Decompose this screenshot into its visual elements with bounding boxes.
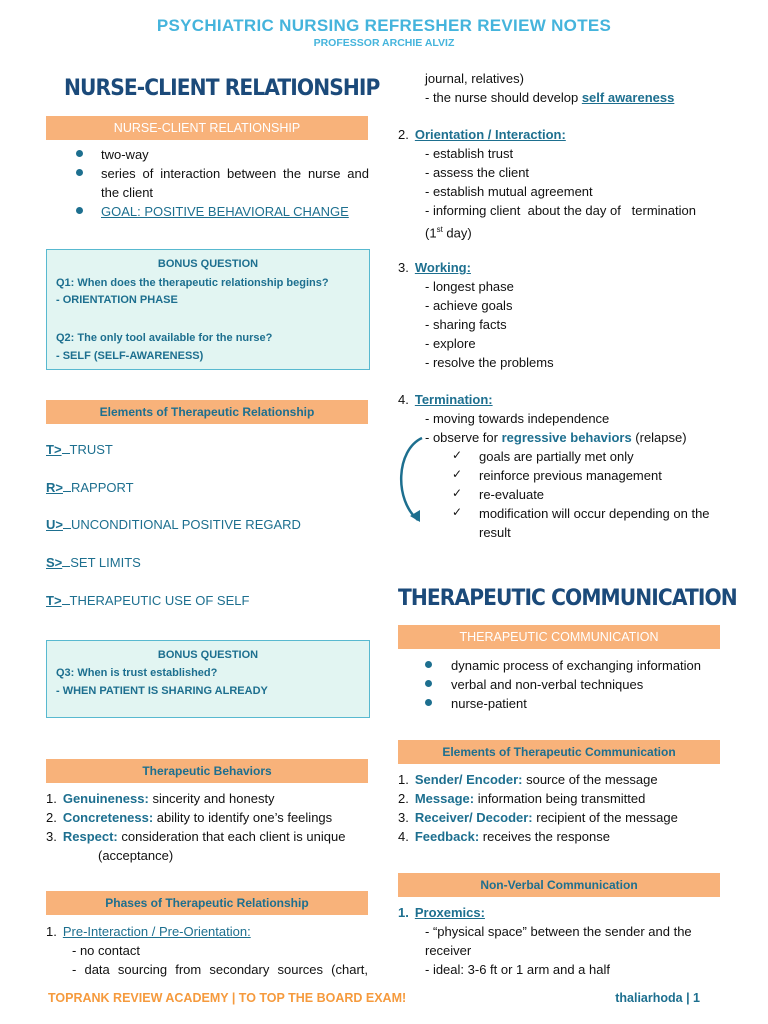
comm-element-receiver: 3. Receiver/ Decoder: recipient of the message — [398, 810, 678, 825]
bullet-series-cont: the client — [101, 185, 154, 200]
bar-nurse-client-relationship: NURSE-CLIENT RELATIONSHIP — [46, 116, 368, 140]
bullet-series: series of interaction between the nurse and — [101, 166, 369, 181]
phase-2-item: - establish mutual agreement — [425, 184, 593, 199]
phase-1-title: 1. Pre-Interaction / Pre-Orientation: — [46, 924, 251, 939]
bar-non-verbal: Non-Verbal Communication — [398, 873, 720, 897]
section-title-nurse-client: NURSE-CLIENT RELATIONSHIP — [64, 76, 380, 101]
termination-check-item: reinforce previous management — [479, 468, 662, 483]
page-header-subtitle: PROFESSOR ARCHIE ALVIZ — [313, 37, 455, 49]
element-set-limits: S> SET LIMITS — [46, 555, 141, 570]
bar-elements-therapeutic-relationship: Elements of Therapeutic Relationship — [46, 400, 368, 424]
bonus-question-box-1 — [46, 249, 370, 370]
phase-2-title: 2. Orientation / Interaction: — [398, 127, 566, 142]
termination-check-item-cont: result — [479, 525, 511, 540]
comm-element-sender: 1. Sender/ Encoder: source of the message — [398, 772, 658, 787]
phase-2-item: - informing client about the day of termination — [425, 203, 696, 218]
bullet-dot — [425, 661, 432, 668]
bonus-q2: Q2: The only tool available for the nurse? — [56, 332, 273, 344]
phase-3-item: - achieve goals — [425, 298, 513, 313]
phase-3-item: - explore — [425, 336, 476, 351]
phase-3-item: - sharing facts — [425, 317, 507, 332]
phase-2-item: - assess the client — [425, 165, 530, 180]
nv-proxemics-title: 1. Proxemics: — [398, 905, 485, 920]
phase-3-item: - longest phase — [425, 279, 514, 294]
comm-element-feedback: 4. Feedback: receives the response — [398, 829, 610, 844]
element-unconditional: U> UNCONDITIONAL POSITIVE REGARD — [46, 517, 301, 532]
bullet-goal: GOAL: POSITIVE BEHAVIORAL CHANGE — [101, 204, 349, 219]
check-icon: ✓ — [452, 467, 463, 481]
nv-proxemics-item: - ideal: 3-6 ft or 1 arm and a half — [425, 962, 610, 977]
element-rapport: R> RAPPORT — [46, 480, 134, 495]
behavior-respect: 3. Respect: consideration that each client is unique — [46, 829, 346, 844]
footer-academy: TOPRANK REVIEW ACADEMY | TO TOP THE BOARD EXAM! — [48, 991, 407, 1005]
check-icon: ✓ — [452, 448, 463, 462]
section-title-therapeutic-communication: THERAPEUTIC COMMUNICATION — [398, 586, 737, 611]
bar-elements-communication: Elements of Therapeutic Communication — [398, 740, 720, 764]
bullet-two-way: two-way — [101, 147, 149, 162]
phase-2-item: - establish trust — [425, 146, 514, 161]
comm-element-message: 2. Message: information being transmitted — [398, 791, 646, 806]
bar-phases: Phases of Therapeutic Relationship — [46, 891, 368, 915]
bonus-a3: - WHEN PATIENT IS SHARING ALREADY — [56, 685, 268, 697]
nv-proxemics-item-cont: receiver — [425, 943, 472, 958]
behavior-concreteness: 2. Concreteness: ability to identify one’s feelings — [46, 810, 333, 825]
phase-3-title: 3. Working: — [398, 260, 471, 275]
bonus-heading: BONUS QUESTION — [157, 258, 259, 270]
bonus-heading: BONUS QUESTION — [157, 649, 259, 661]
bullet-dot — [425, 699, 432, 706]
comm-bullet: verbal and non-verbal techniques — [451, 677, 644, 692]
bullet-dot — [76, 169, 83, 176]
phase-4-item: - moving towards independence — [425, 411, 610, 426]
phase-1-item: - no contact — [72, 943, 140, 958]
behavior-genuineness: 1. Genuineness: sincerity and honesty — [46, 791, 275, 806]
termination-check-item: modification will occur depending on the — [479, 506, 710, 521]
phase-4-title: 4. Termination: — [398, 392, 493, 407]
bonus-q3: Q3: When is trust established? — [56, 667, 218, 679]
element-therapeutic-use-of-self: T> THERAPEUTIC USE OF SELF — [46, 593, 250, 608]
behavior-respect-cont: (acceptance) — [98, 848, 174, 863]
footer-page: thaliarhoda | 1 — [615, 991, 700, 1005]
phase-1-cont: journal, relatives) — [425, 71, 524, 86]
bonus-a1: - ORIENTATION PHASE — [56, 294, 178, 306]
curved-arrow-icon — [394, 432, 434, 528]
check-icon: ✓ — [452, 486, 463, 500]
element-trust: T> TRUST — [46, 442, 113, 457]
phase-1-item: - data sourcing from secondary sources (chart, — [72, 962, 368, 977]
termination-check-item: re-evaluate — [479, 487, 545, 502]
phase-2-day: (1st day) — [425, 225, 472, 241]
phase-4-item-regressive: - observe for regressive behaviors (relapse) — [425, 430, 687, 445]
bonus-q1: Q1: When does the therapeutic relationship begins? — [56, 277, 329, 289]
termination-check-item: goals are partially met only — [479, 449, 634, 464]
bar-therapeutic-communication: THERAPEUTIC COMMUNICATION — [398, 625, 720, 649]
bullet-dot — [425, 680, 432, 687]
comm-bullet: dynamic process of exchanging information — [451, 658, 702, 673]
bullet-dot — [76, 150, 83, 157]
check-icon: ✓ — [452, 505, 463, 519]
phase-3-item: - resolve the problems — [425, 355, 554, 370]
nv-proxemics-item: - “physical space” between the sender and the — [425, 924, 692, 939]
phase-1-self-awareness: - the nurse should develop self awareness — [425, 90, 675, 105]
comm-bullet: nurse-patient — [451, 696, 527, 711]
bonus-a2: - SELF (SELF-AWARENESS) — [56, 350, 204, 362]
bonus-question-box-2 — [46, 640, 370, 718]
bullet-dot — [76, 207, 83, 214]
bar-therapeutic-behaviors: Therapeutic Behaviors — [46, 759, 368, 783]
page-header-title: PSYCHIATRIC NURSING REFRESHER REVIEW NOTES — [156, 16, 612, 35]
